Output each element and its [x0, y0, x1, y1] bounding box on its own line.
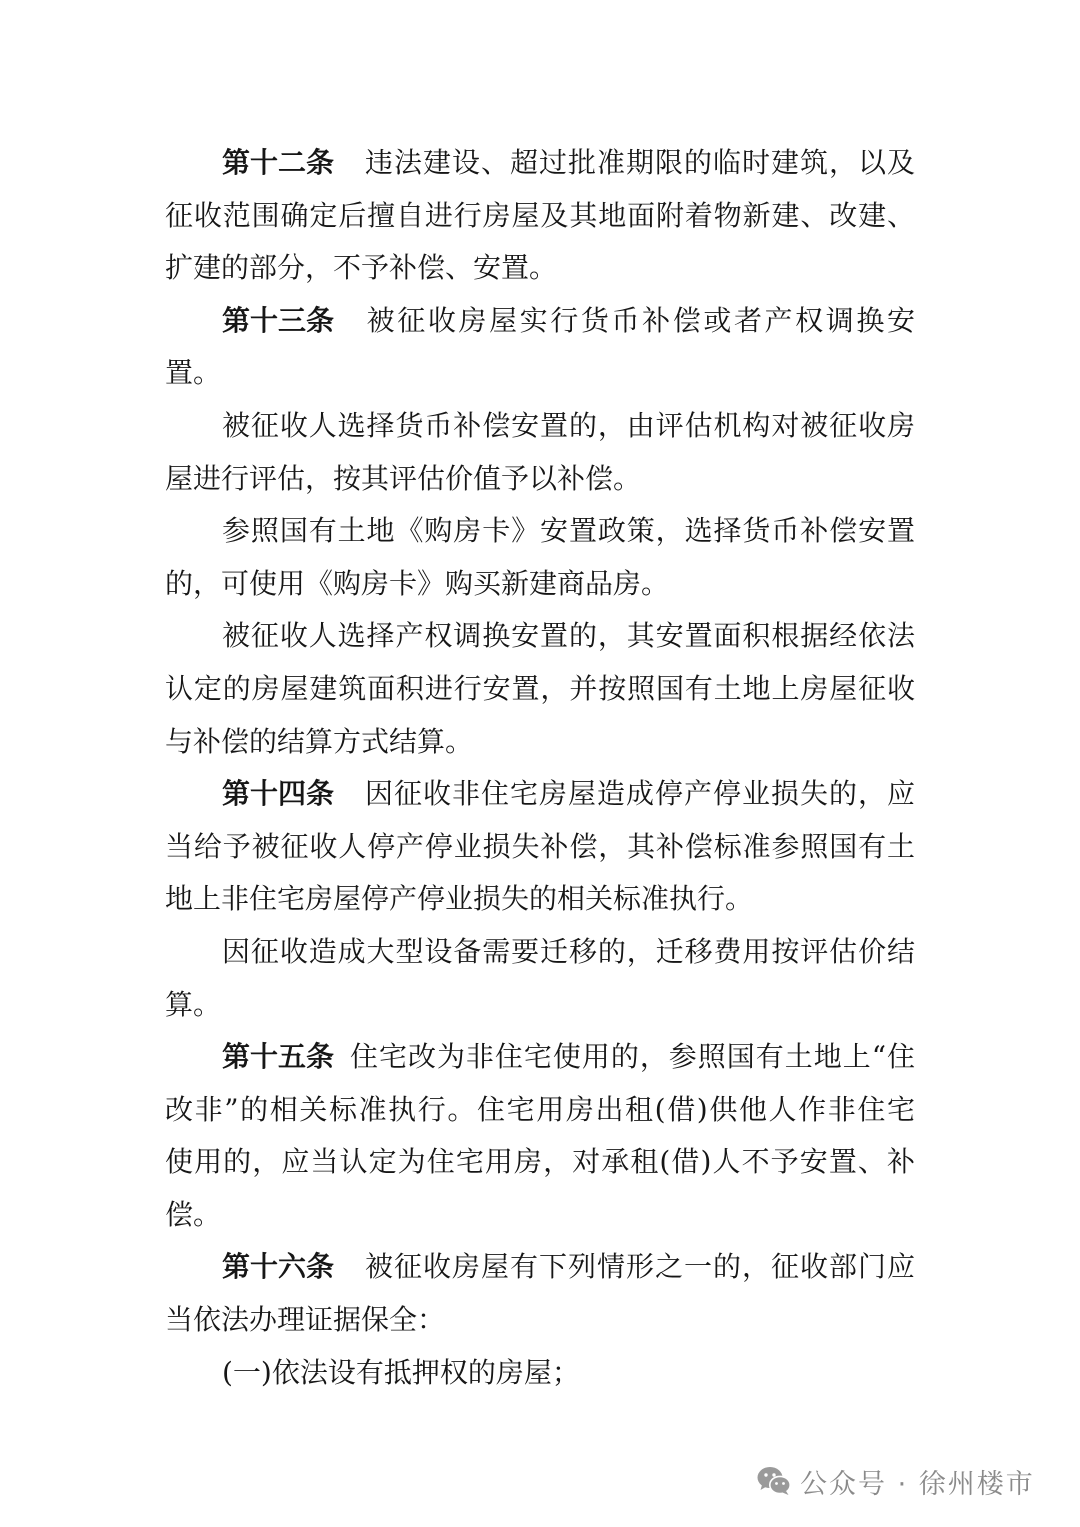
document-body [165, 137, 915, 1399]
article-16-line-1 [165, 1241, 915, 1294]
paragraph-text: 住宅改为非住宅使用的，参照国有土地上“住 [349, 1040, 915, 1074]
paragraph-line: 与补偿的结算方式结算。 [165, 724, 474, 758]
article-16-heading: 第十六条 [222, 1250, 335, 1284]
paragraph-line: 认定的房屋建筑面积进行安置，并按照国有土地上房屋征收 [165, 671, 915, 705]
article-12-line-1 [165, 137, 915, 190]
wechat-icon [757, 1466, 791, 1496]
article-16-line-2: 当依法办理证据保全： [165, 1303, 446, 1337]
article-12-line-2: 征收范围确定后擅自进行房屋及其地面附着物新建、改建、 [165, 198, 915, 232]
article-15-line-4: 偿。 [165, 1197, 222, 1231]
watermark-text: 公众号 · 徐州楼市 [800, 1468, 1035, 1500]
watermark [757, 1462, 1035, 1500]
article-15-line-2: 改非”的相关标准执行。住宅用房出租(借)供他人作非住宅 [165, 1092, 915, 1126]
paragraph-text: 被征收房屋有下列情形之一的，征收部门应 [364, 1250, 915, 1284]
article-12-heading: 第十二条 [222, 146, 335, 179]
article-14-line-1 [165, 768, 915, 821]
paragraph-text: 因征收非住宅房屋造成停产停业损失的，应 [364, 777, 915, 811]
article-14-line-3: 地上非住宅房屋停产停业损失的相关标准执行。 [165, 882, 754, 916]
paragraph-text: 违法建设、超过批准期限的临时建筑，以及 [364, 146, 915, 179]
article-15-line-3: 使用的，应当认定为住宅用房，对承租(借)人不予安置、补 [165, 1145, 915, 1179]
paragraph-line: 的，可使用《购房卡》购买新建商品房。 [165, 566, 670, 600]
paragraph-line: 因征收造成大型设备需要迁移的，迁移费用按评估价结 [222, 934, 915, 968]
article-14-heading: 第十四条 [222, 777, 335, 811]
paragraph-line: 被征收人选择产权调换安置的，其安置面积根据经依法 [222, 619, 915, 653]
article-15-heading: 第十五条 [222, 1040, 335, 1074]
paragraph-text: 被征收房屋实行货币补偿或者产权调换安 [364, 303, 915, 337]
list-item: (一)依法设有抵押权的房屋； [222, 1355, 580, 1389]
article-13-heading: 第十三条 [222, 303, 335, 337]
paragraph-line: 参照国有土地《购房卡》安置政策，选择货币补偿安置 [222, 514, 915, 548]
paragraph-line: 屋进行评估，按其评估价值予以补偿。 [165, 461, 642, 495]
article-13-line-1 [165, 295, 915, 348]
paragraph-line: 被征收人选择货币补偿安置的，由评估机构对被征收房 [222, 408, 915, 442]
article-12-line-3: 扩建的部分，不予补偿、安置。 [165, 251, 558, 285]
paragraph-line: 算。 [165, 987, 222, 1021]
article-13-line-2: 置。 [165, 356, 222, 390]
article-14-line-2: 当给予被征收人停产停业损失补偿，其补偿标准参照国有土 [165, 829, 915, 863]
article-15-line-1 [165, 1031, 915, 1084]
